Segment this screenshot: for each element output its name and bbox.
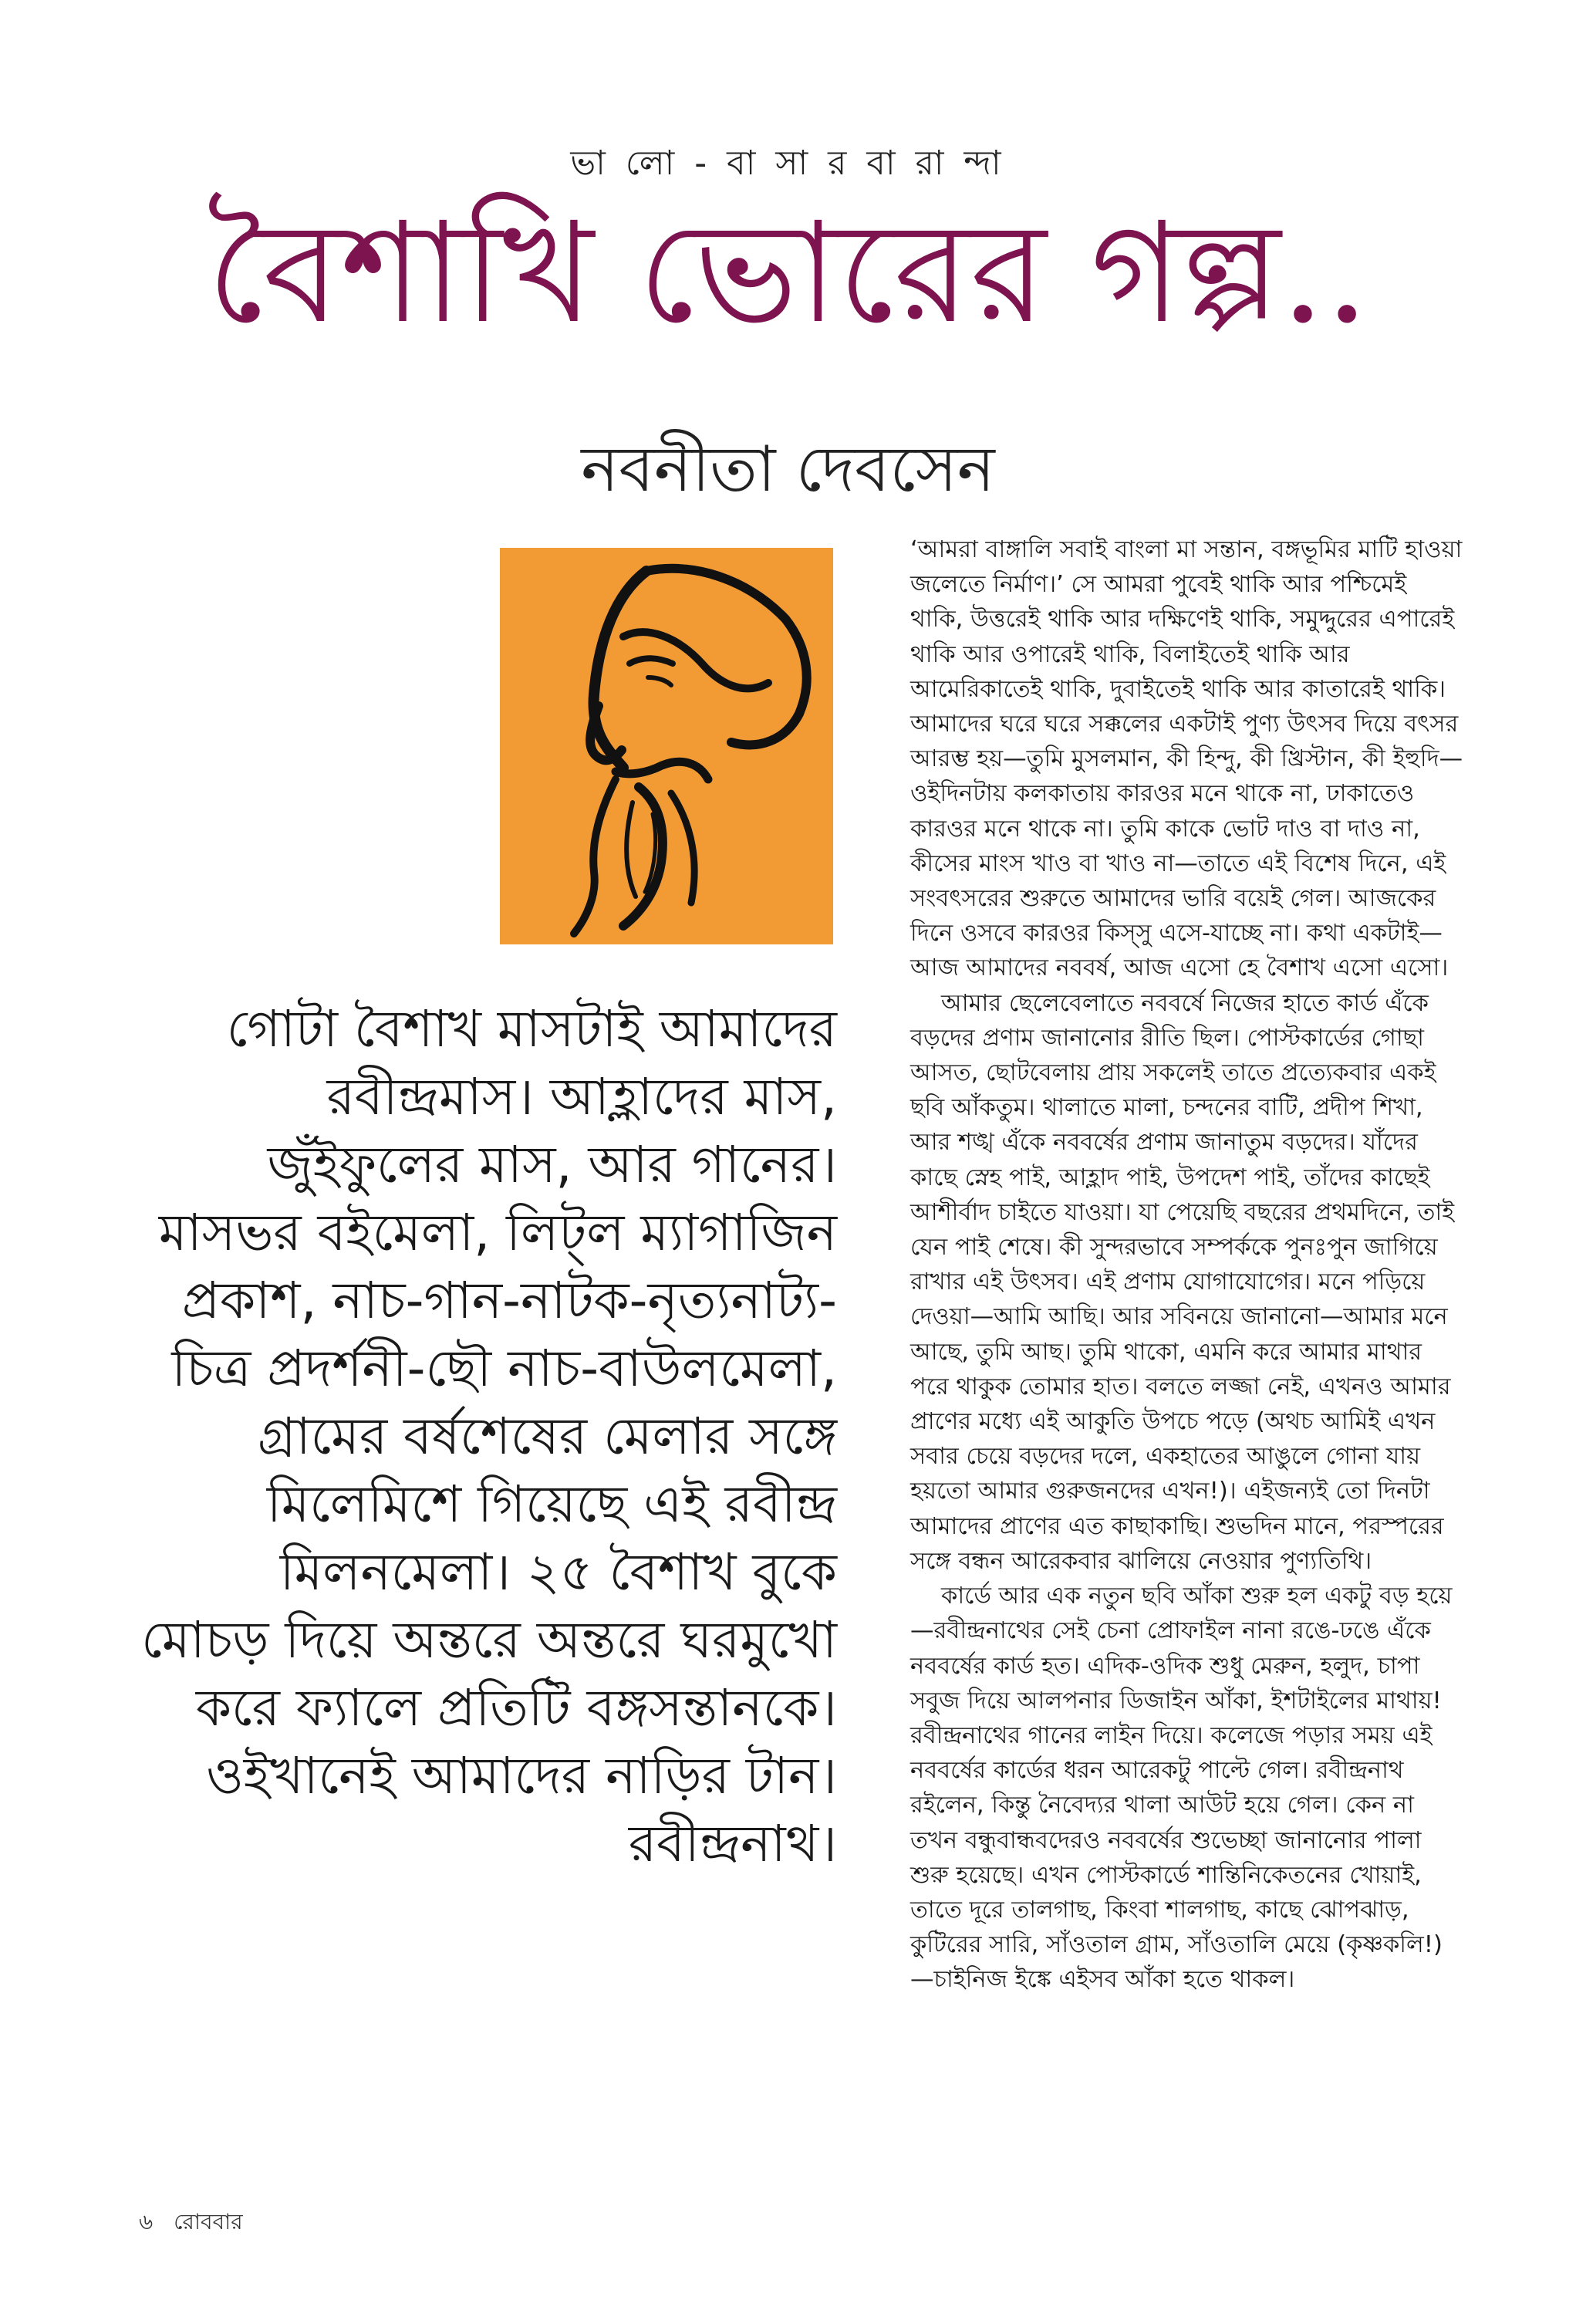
article-title: বৈশাখি ভোরের গল্প..: [207, 193, 1369, 354]
tagore-profile-sketch-icon: [500, 548, 833, 944]
author-byline: নবনীতা দেবসেন: [581, 433, 995, 506]
body-paragraph: ‘আমরা বাঙ্গালি সবাই বাংলা মা সন্তান, বঙ্গভূমির মাটি হাওয়া জলেতে নির্মাণ।’ সে আমরা পুবেই থাকি আর পশ্চিমেই থাকি, উত্তরেই থাকি আর দক্ষিণেই থাকি, সমুদ্দুরের এপারেই থাকি আর ওপারেই থাকি, বিলাইতেই থাকি আর আমেরিকাতেই থাকি, দুবাইতেই থাকি আর কাতারেই থাকি। আমাদের ঘরে ঘরে সক্কলের একটাই পুণ্য উৎসব দিয়ে বৎসর আরম্ভ হয়—তুমি মুসলমান, কী হিন্দু, কী খ্রিস্টান, কী ইহুদি—ওইদিনটায় কলকাতায় কারওর মনে থাকে না, ঢাকাতেও কারওর মনে থাকে না। তুমি কাকে ভোট দাও বা দাও না, কীসের মাংস খাও বা খাও না—তাতে এই বিশেষ দিনে, এই সংবৎসরের শুরুতে আমাদের ভারি বয়েই গেল। আজকের দিনে ওসবে কারওর কিস্‌সু এসে-যাচ্ছে না। কথা একটাই—আজ আমাদের নববর্ষ, আজ এসো হে বৈশাখ এসো এসো।: [910, 536, 1463, 982]
article-body: [910, 532, 1466, 1998]
section-kicker: ভা লো - বা সা র বা রা ন্দা: [570, 144, 1006, 183]
body-paragraph: কার্ডে আর এক নতুন ছবি আঁকা শুরু হল একটু বড় হয়ে—রবীন্দ্রনাথের সেই চেনা প্রোফাইল নানা রঙে-ঢঙে এঁকে নববর্ষের কার্ড হত। এদিক-ওদিক শুধু মেরুন, হলুদ, চাপা সবুজ দিয়ে আলপনার ডিজাইন আঁকা, ইশটাইলের মাথায়! রবীন্দ্রনাথের গানের লাইন দিয়ে। কলেজে পড়ার সময় এই নববর্ষের কার্ডের ধরন আরেকটু পাল্টে গেল। রবীন্দ্রনাথ রইলেন, কিন্তু নৈবেদ্যর থালা আউট হয়ে গেল। কেন না তখন বন্ধুবান্ধবদেরও নববর্ষের শুভেচ্ছা জানানোর পালা শুরু হয়েছে। এখন পোস্টকার্ডে শান্তিনিকেতনের খোয়াই, তাতে দূরে তালগাছ, কিংবা শালগাছ, কাছে ঝোপঝাড়, কুটিরের সারি, সাঁওতাল গ্রাম, সাঁওতালি মেয়ে (কৃষ্ণকলি!)—চাইনিজ ইঙ্কে এইসব আঁকা হতে থাকল।: [910, 1583, 1453, 1994]
body-paragraph: আমার ছেলেবেলাতে নববর্ষে নিজের হাতে কার্ড এঁকে বড়দের প্রণাম জানানোর রীতি ছিল। পোস্টকার্ডের গোছা আসত, ছোটবেলায় প্রায় সকলেই তাতে প্রত্যেকবার একই ছবি আঁকতুম। থালাতে মালা, চন্দনের বাটি, প্রদীপ শিখা, আর শঙ্খ এঁকে নববর্ষের প্রণাম জানাতুম বড়দের। যাঁদের কাছে স্নেহ পাই, আহ্লাদ পাই, উপদেশ পাই, তাঁদের কাছেই আশীর্বাদ চাইতে যাওয়া। যা পেয়েছি বছরের প্রথমদিনে, তাই যেন পাই শেষে। কী সুন্দরভাবে সম্পর্ককে পুনঃপুন জাগিয়ে রাখার এই উৎসব। এই প্রণাম যোগাযোগের। মনে পড়িয়ে দেওয়া—আমি আছি। আর সবিনয়ে জানানো—আমার মনে আছে, তুমি আছ। তুমি থাকো, এমনি করে আমার মাথার পরে থাকুক তোমার হাত। বলতে লজ্জা নেই, এখনও আমার প্রাণের মধ্যে এই আকুতি উপচে পড়ে (অথচ আমিই এখন সবার চেয়ে বড়দের দলে, একহাতের আঙুলে গোনা যায় হয়তো আমার গুরুজনদের এখন!)। এইজন্যই তো দিনটা আমাদের প্রাণের এত কাছাকাছি। শুভদিন মানে, পরস্পরের সঙ্গে বন্ধন আরেকবার ঝালিয়ে নেওয়ার পুণ্যতিথি।: [910, 989, 1455, 1575]
section-name: রোববার: [174, 2209, 243, 2234]
page-footer: [139, 2205, 257, 2241]
tagore-portrait: [500, 548, 833, 944]
page-number: ৬: [139, 2209, 154, 2234]
pull-quote: গোটা বৈশাখ মাসটাই আমাদের রবীন্দ্রমাস। আহ্লাদের মাস, জুঁইফুলের মাস, আর গানের। মাসভর বইমেলা, লিট্‌ল ম্যাগাজিন প্রকাশ, নাচ-গান-নাটক-নৃত্যনাট্য-চিত্র প্রদর্শনী-ছৌ নাচ-বাউলমেলা, গ্রামের বর্ষশেষের মেলার সঙ্গে মিলেমিশে গিয়েছে এই রবীন্দ্র মিলনমেলা। ২৫ বৈশাখ বুকে মোচড় দিয়ে অন্তরে অন্তরে ঘরমুখো করে ফ্যালে প্রতিটি বঙ্গসন্তানকে। ওইখানেই আমাদের নাড়ির টান। রবীন্দ্রনাথ।: [141, 999, 837, 1873]
